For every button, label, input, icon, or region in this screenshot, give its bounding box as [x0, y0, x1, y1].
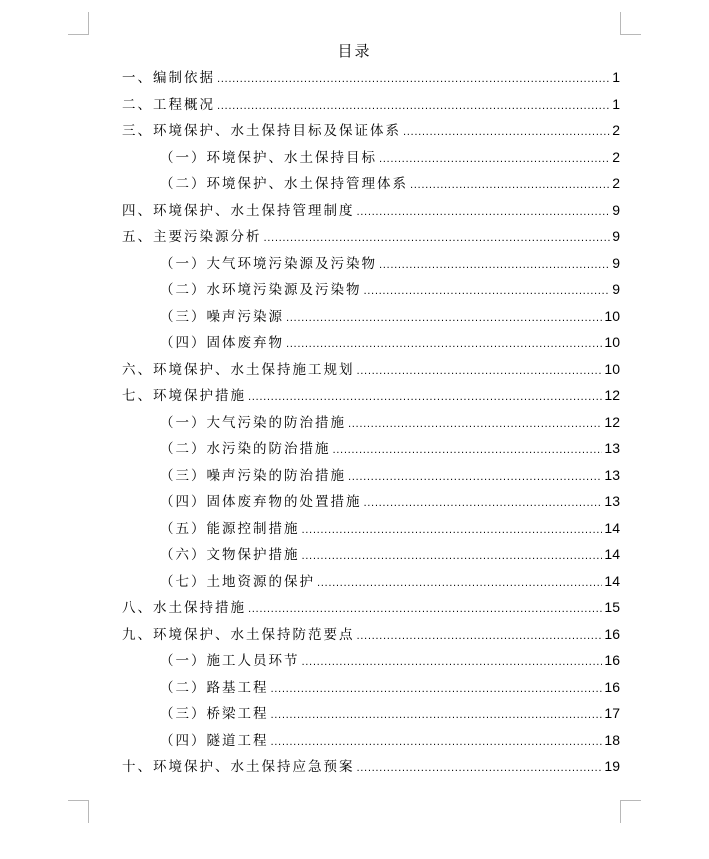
toc-dot-leader: [271, 677, 603, 704]
toc-dot-leader: [248, 385, 602, 412]
toc-entry[interactable]: [122, 541, 620, 568]
toc-entry-label: 四、环境保护、水土保持管理制度: [122, 202, 355, 219]
toc-entry-label: （二）路基工程: [160, 679, 269, 696]
toc-entry-page-number: 13: [604, 440, 620, 456]
toc-dot-leader: [264, 226, 611, 253]
toc-entry-page-number: 18: [604, 731, 620, 748]
toc-entry[interactable]: [122, 515, 620, 542]
toc-dot-leader: [403, 120, 610, 147]
table-of-contents: [122, 64, 620, 780]
toc-dot-leader: [286, 306, 602, 333]
toc-entry-label: （五）能源控制措施: [160, 520, 300, 537]
toc-entry[interactable]: [122, 117, 620, 144]
toc-entry-label: 一、编制依据: [122, 70, 215, 86]
toc-dot-leader: [364, 491, 603, 518]
toc-entry-label: （六）文物保护措施: [160, 547, 300, 563]
toc-entry[interactable]: [122, 568, 620, 595]
toc-entry-label: （七）土地资源的保护: [160, 573, 315, 590]
toc-entry-label: （四）固体废弃物的处置措施: [160, 494, 362, 510]
toc-entry-page-number: 10: [604, 360, 620, 377]
toc-entry-label: （二）环境保护、水土保持管理体系: [160, 176, 408, 192]
toc-dot-leader: [271, 703, 603, 730]
toc-entry-page-number: 12: [604, 387, 620, 403]
toc-entry-page-number: 13: [604, 493, 620, 509]
toc-entry[interactable]: [122, 223, 620, 250]
toc-entry-label: 五、主要污染源分析: [122, 229, 262, 245]
crop-mark-bottom-right: [620, 800, 641, 823]
toc-dot-leader: [271, 730, 603, 757]
toc-dot-leader: [364, 279, 611, 306]
toc-entry[interactable]: [122, 356, 620, 383]
toc-entry-page-number: 14: [604, 572, 620, 589]
toc-entry-page-number: 2: [612, 148, 620, 165]
toc-dot-leader: [379, 147, 610, 174]
toc-entry-label: 二、工程概况: [122, 96, 215, 113]
toc-entry[interactable]: [122, 382, 620, 409]
toc-entry-page-number: 9: [612, 254, 620, 271]
toc-entry-label: （一）施工人员环节: [160, 653, 300, 669]
toc-entry[interactable]: [122, 594, 620, 621]
toc-entry-page-number: 9: [612, 201, 620, 218]
toc-entry-label: 三、环境保护、水土保持目标及保证体系: [122, 123, 401, 139]
toc-dot-leader: [302, 544, 603, 571]
toc-entry-page-number: 10: [604, 334, 620, 350]
toc-entry-page-number: 1: [612, 95, 620, 112]
toc-dot-leader: [333, 438, 603, 465]
toc-entry[interactable]: [122, 197, 620, 224]
toc-entry-page-number: 19: [604, 758, 620, 774]
toc-entry[interactable]: [122, 91, 620, 118]
toc-entry-page-number: 14: [604, 519, 620, 536]
toc-entry[interactable]: [122, 435, 620, 462]
toc-entry-label: （一）大气污染的防治措施: [160, 414, 346, 431]
toc-entry[interactable]: [122, 409, 620, 436]
toc-entry-page-number: 9: [612, 281, 620, 297]
toc-entry-label: （三）噪声污染的防治措施: [160, 467, 346, 484]
toc-dot-leader: [348, 412, 602, 439]
toc-entry[interactable]: [122, 250, 620, 277]
toc-dot-leader: [217, 67, 610, 94]
crop-mark-top-left: [68, 12, 89, 35]
toc-dot-leader: [302, 650, 603, 677]
toc-title: 目录: [337, 42, 372, 60]
toc-entry[interactable]: [122, 462, 620, 489]
toc-dot-leader: [357, 200, 611, 227]
toc-entry[interactable]: [122, 727, 620, 754]
toc-entry[interactable]: [122, 64, 620, 91]
toc-entry-label: （一）环境保护、水土保持目标: [160, 149, 377, 166]
toc-dot-leader: [357, 756, 603, 783]
toc-entry[interactable]: [122, 329, 620, 356]
toc-entry[interactable]: [122, 700, 620, 727]
crop-mark-bottom-left: [68, 800, 89, 823]
toc-entry[interactable]: [122, 170, 620, 197]
toc-dot-leader: [357, 624, 603, 651]
toc-entry[interactable]: [122, 621, 620, 648]
toc-entry-page-number: 10: [604, 307, 620, 324]
toc-entry-label: 十、环境保护、水土保持应急预案: [122, 759, 355, 775]
toc-entry-label: （二）水污染的防治措施: [160, 441, 331, 457]
toc-entry-label: 六、环境保护、水土保持施工规划: [122, 361, 355, 378]
toc-entry-label: 九、环境保护、水土保持防范要点: [122, 626, 355, 643]
toc-entry[interactable]: [122, 303, 620, 330]
toc-entry-label: （四）固体废弃物: [160, 335, 284, 351]
toc-entry-page-number: 2: [612, 122, 620, 138]
toc-entry-label: （一）大气环境污染源及污染物: [160, 255, 377, 272]
toc-dot-leader: [410, 173, 610, 200]
toc-entry-page-number: 16: [604, 678, 620, 695]
toc-entry-page-number: 1: [612, 69, 620, 85]
toc-entry-page-number: 2: [612, 175, 620, 191]
toc-entry-label: （三）桥梁工程: [160, 706, 269, 722]
toc-entry[interactable]: [122, 488, 620, 515]
toc-dot-leader: [379, 253, 610, 280]
toc-entry-label: 七、环境保护措施: [122, 388, 246, 404]
toc-entry-page-number: 12: [604, 413, 620, 430]
toc-dot-leader: [357, 359, 603, 386]
toc-entry-label: 八、水土保持措施: [122, 600, 246, 616]
crop-mark-top-right: [620, 12, 641, 35]
toc-entry[interactable]: [122, 674, 620, 701]
toc-dot-leader: [317, 571, 602, 598]
toc-entry-label: （三）噪声污染源: [160, 308, 284, 325]
toc-entry-page-number: 16: [604, 652, 620, 668]
toc-entry-page-number: 17: [604, 705, 620, 721]
toc-dot-leader: [302, 518, 603, 545]
toc-dot-leader: [248, 597, 602, 624]
toc-entry-page-number: 15: [604, 599, 620, 615]
toc-entry[interactable]: [122, 753, 620, 780]
toc-entry[interactable]: [122, 647, 620, 674]
toc-entry[interactable]: [122, 144, 620, 171]
toc-entry-page-number: 13: [604, 466, 620, 483]
toc-entry-page-number: 9: [612, 228, 620, 244]
toc-entry-page-number: 16: [604, 625, 620, 642]
toc-entry-page-number: 14: [604, 546, 620, 562]
toc-dot-leader: [348, 465, 602, 492]
toc-entry-label: （二）水环境污染源及污染物: [160, 282, 362, 298]
toc-entry[interactable]: [122, 276, 620, 303]
toc-dot-leader: [286, 332, 602, 359]
toc-dot-leader: [217, 94, 610, 121]
toc-entry-label: （四）隧道工程: [160, 732, 269, 749]
